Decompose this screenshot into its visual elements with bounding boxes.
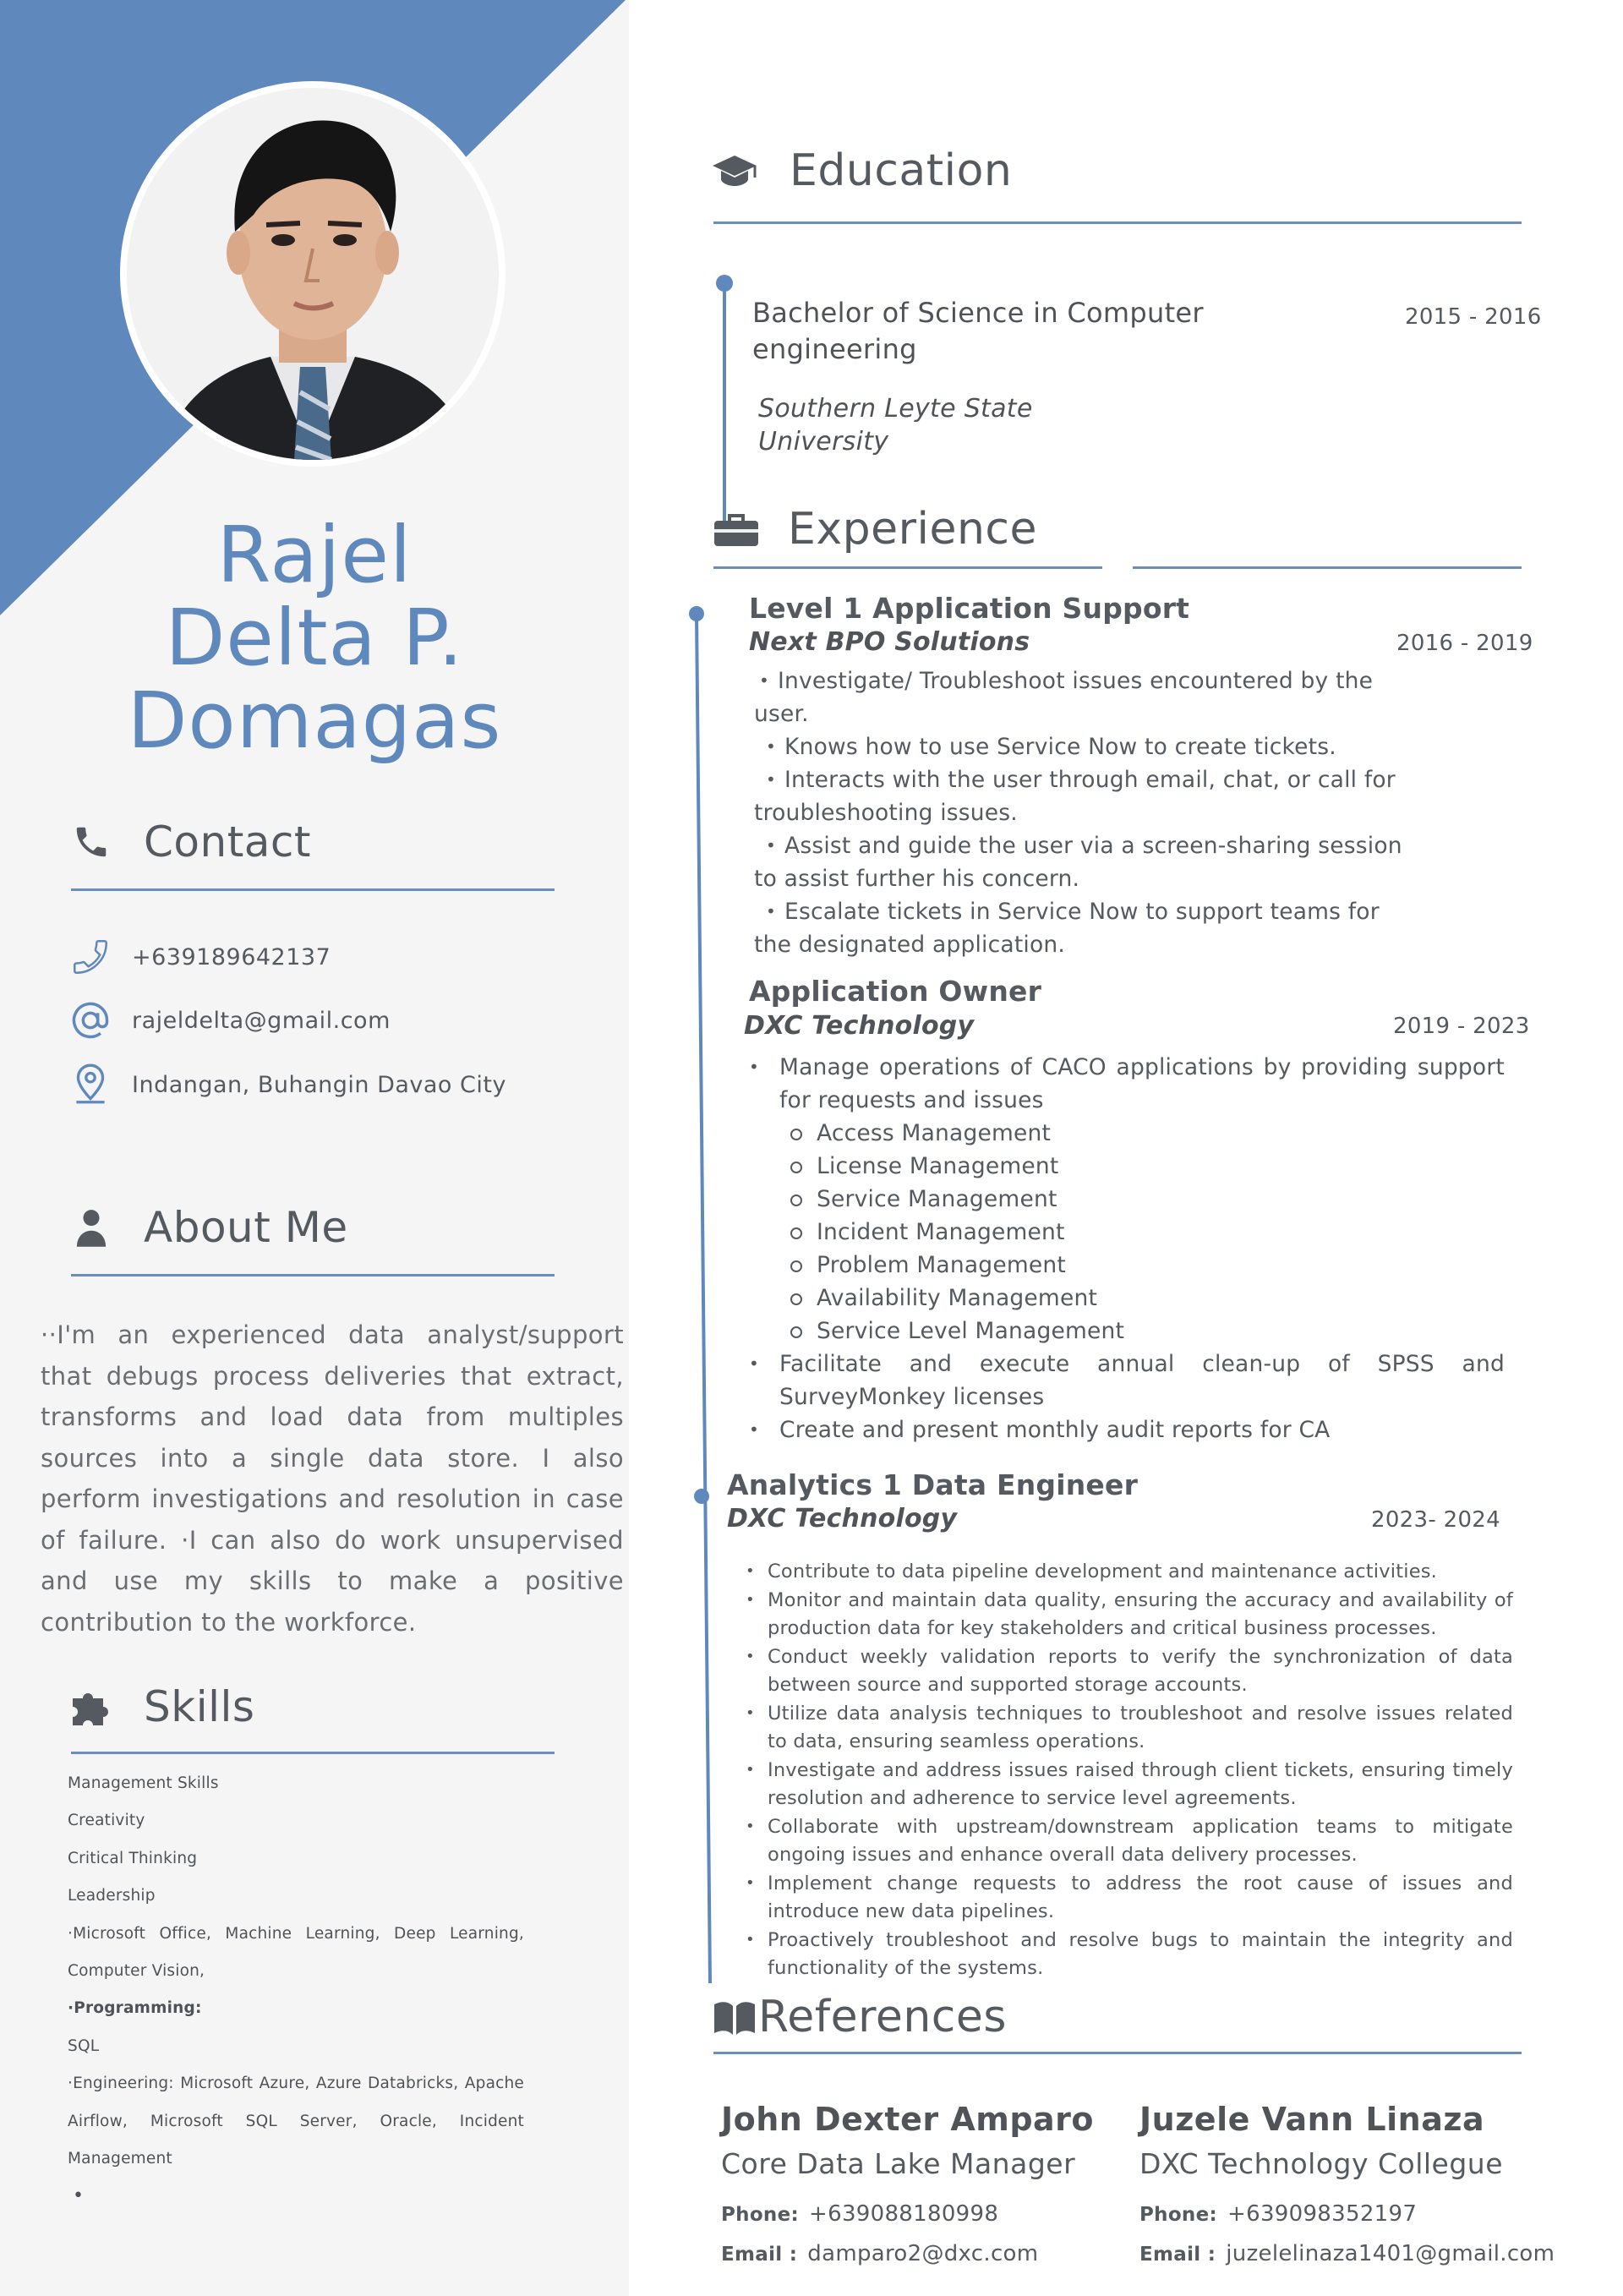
- duty-continuation: user.: [754, 701, 809, 727]
- duty-item: • Investigate/ Troubleshoot issues encountered by the: [754, 664, 1405, 697]
- duty-item: • Conduct weekly validation reports to verify the synchronization of data between source and supported storage accounts.: [740, 1643, 1513, 1700]
- duty-item: • Collaborate with upstream/downstream application teams to mitigate ongoing issues and enhance overall data delivery processes.: [740, 1813, 1513, 1870]
- person-name: [0, 510, 629, 766]
- duty-sub-item: Access Management: [744, 1117, 1505, 1150]
- contact-heading: [68, 817, 311, 866]
- job-dates: 2023- 2024: [1371, 1507, 1500, 1533]
- duty-continuation: the designated application.: [754, 932, 1066, 958]
- contact-phone-row: [68, 934, 331, 980]
- skills-list: [68, 1765, 524, 2216]
- about-text: ··I'm an experienced data analyst/support that debugs process deliveries that extract, transforms and load data from multiples sources into a single data store. I also perform investigations and resolution in case of failure. ·I can also do work unsupervised and use my skills to make a positive contribution to the workforce.: [41, 1320, 624, 1637]
- duty-sub-item: License Management: [744, 1150, 1505, 1183]
- duty-continuation: to assist further his concern.: [754, 866, 1080, 892]
- location-pin-icon: [68, 1062, 113, 1107]
- duty-sub-item: Problem Management: [744, 1249, 1505, 1282]
- name-line-2: Delta P.: [165, 593, 464, 683]
- references-heading: [713, 1992, 1007, 2042]
- contact-email-row: [68, 998, 391, 1043]
- name-line-3: Domagas: [127, 675, 502, 766]
- skill-item: ·Engineering: Microsoft Azure, Azure Databricks, Apache Airflow, Microsoft SQL Server, Oracle, Incident Management: [68, 2075, 524, 2168]
- timeline-line: [723, 283, 726, 537]
- reference-email-line: [721, 2241, 1038, 2266]
- briefcase-icon: [712, 507, 761, 551]
- contact-address: Indangan, Buhangin Davao City: [132, 1071, 506, 1098]
- book-icon: [713, 1997, 757, 2037]
- reference-name: John Dexter Amparo: [721, 2101, 1095, 2138]
- degree-line-1: Bachelor of Science in Computer: [752, 297, 1204, 329]
- skill-item: Leadership: [68, 1887, 156, 1905]
- duty-item: • Escalate tickets in Service Now to support teams for: [761, 895, 1405, 928]
- skills-title: Skills: [144, 1682, 255, 1731]
- education-divider: [713, 221, 1522, 224]
- duty-continuation: troubleshooting issues.: [754, 800, 1018, 826]
- duty-item: • Implement change requests to address the root cause of issues and introduce new data pipelines.: [740, 1870, 1513, 1927]
- job-2-duties: [744, 1051, 1505, 1446]
- person-icon: [68, 1204, 115, 1251]
- contact-divider: [71, 888, 555, 891]
- job-1-duties: [754, 664, 1405, 961]
- reference-phone[interactable]: +639088180998: [809, 2201, 999, 2227]
- duty-item: • Facilitate and execute annual clean-up of SPSS and SurveyMonkey licenses: [744, 1348, 1505, 1413]
- email-label: Email :: [1139, 2244, 1216, 2266]
- experience-divider-left: [713, 566, 1102, 569]
- phone-label: Phone:: [721, 2204, 800, 2226]
- skill-item: Management Skills: [68, 1774, 219, 1792]
- skill-empty-bullet: •: [73, 2185, 85, 2207]
- about-divider: [71, 1274, 555, 1276]
- job-dates: 2019 - 2023: [1393, 1014, 1530, 1039]
- duty-item: • Contribute to data pipeline development and maintenance activities.: [740, 1558, 1513, 1587]
- about-heading: [68, 1203, 348, 1252]
- skills-divider: [71, 1752, 555, 1754]
- reference-title: Core Data Lake Manager: [721, 2147, 1076, 2180]
- duty-sub-item: Incident Management: [744, 1216, 1505, 1249]
- job-company: Next BPO Solutions: [749, 627, 1030, 657]
- duty-sub-item: Service Level Management: [744, 1315, 1505, 1348]
- skill-item: SQL: [68, 2036, 100, 2055]
- references-title: References: [758, 1992, 1007, 2042]
- job-3-duties: [740, 1558, 1513, 1983]
- duty-item: • Create and present monthly audit reports for CA: [744, 1413, 1505, 1446]
- duty-item: • Investigate and address issues raised through client tickets, ensuring timely resolution and adherence to service level agreements.: [740, 1757, 1513, 1813]
- job-company: DXC Technology: [727, 1504, 958, 1533]
- phone-icon: [68, 818, 115, 866]
- duty-item: • Interacts with the user through email, chat, or call for: [761, 763, 1405, 796]
- reference-title: DXC Technology Collegue: [1139, 2147, 1504, 2180]
- email-label: Email :: [721, 2244, 798, 2266]
- contact-email[interactable]: rajeldelta@gmail.com: [132, 1007, 391, 1034]
- education-heading: [710, 145, 1012, 196]
- contact-phone[interactable]: +639189642137: [132, 943, 331, 970]
- about-title: About Me: [144, 1203, 348, 1252]
- school-line-2: University: [758, 427, 889, 456]
- duty-item: • Monitor and maintain data quality, ensuring the accuracy and availability of production data for key stakeholders and critical business processes.: [740, 1587, 1513, 1643]
- phone-outline-icon: [68, 934, 113, 980]
- contact-address-row: [68, 1062, 506, 1107]
- reference-phone-line: [721, 2201, 998, 2227]
- skill-item: ·Programming:: [68, 1999, 202, 2018]
- reference-email-line: [1139, 2241, 1555, 2266]
- degree-line-2: engineering: [752, 333, 917, 365]
- duty-item: • Utilize data analysis techniques to troubleshoot and resolve issues related to data, ensuring seamless operations.: [740, 1700, 1513, 1757]
- experience-divider-right: [1133, 566, 1522, 569]
- phone-label: Phone:: [1139, 2204, 1218, 2226]
- experience-title: Experience: [788, 504, 1037, 555]
- puzzle-icon: [68, 1683, 115, 1730]
- name-line-1: Rajel: [216, 510, 413, 600]
- sidebar: [0, 0, 629, 2296]
- education-dates: 2015 - 2016: [1405, 304, 1542, 330]
- references-divider: [713, 2052, 1522, 2054]
- reference-phone-line: [1139, 2201, 1417, 2227]
- at-sign-icon: [68, 998, 113, 1043]
- job-role: Analytics 1 Data Engineer: [727, 1468, 1139, 1501]
- profile-photo: [120, 81, 505, 467]
- job-role: Level 1 Application Support: [749, 592, 1190, 625]
- duty-item: • Manage operations of CACO applications by providing support for requests and issues: [744, 1051, 1505, 1117]
- reference-phone[interactable]: +639098352197: [1227, 2201, 1418, 2227]
- experience-timeline: [686, 605, 724, 1992]
- skill-item: ·Microsoft Office, Machine Learning, Deep Learning, Computer Vision,: [68, 1924, 524, 1981]
- duty-item: • Knows how to use Service Now to create tickets.: [761, 730, 1405, 763]
- skills-heading: [68, 1682, 254, 1731]
- graduation-cap-icon: [710, 145, 759, 196]
- reference-email[interactable]: damparo2@dxc.com: [807, 2241, 1039, 2266]
- reference-email[interactable]: juzelelinaza1401@gmail.com: [1226, 2241, 1555, 2266]
- reference-name: Juzele Vann Linaza: [1139, 2101, 1485, 2138]
- education-title: Education: [790, 145, 1013, 196]
- contact-title: Contact: [144, 817, 312, 866]
- duty-sub-item: Availability Management: [744, 1282, 1505, 1315]
- job-dates: 2016 - 2019: [1396, 631, 1533, 656]
- job-role: Application Owner: [749, 975, 1042, 1008]
- school-line-1: Southern Leyte State: [758, 394, 1033, 424]
- duty-item: • Proactively troubleshoot and resolve bugs to maintain the integrity and functionality of the systems.: [740, 1927, 1513, 1983]
- duty-sub-item: Service Management: [744, 1183, 1505, 1216]
- experience-heading: [712, 504, 1037, 555]
- skill-item: Creativity: [68, 1812, 145, 1830]
- skill-item: Critical Thinking: [68, 1849, 198, 1867]
- job-company: DXC Technology: [744, 1011, 975, 1041]
- duty-item: • Assist and guide the user via a screen-sharing session: [761, 829, 1405, 862]
